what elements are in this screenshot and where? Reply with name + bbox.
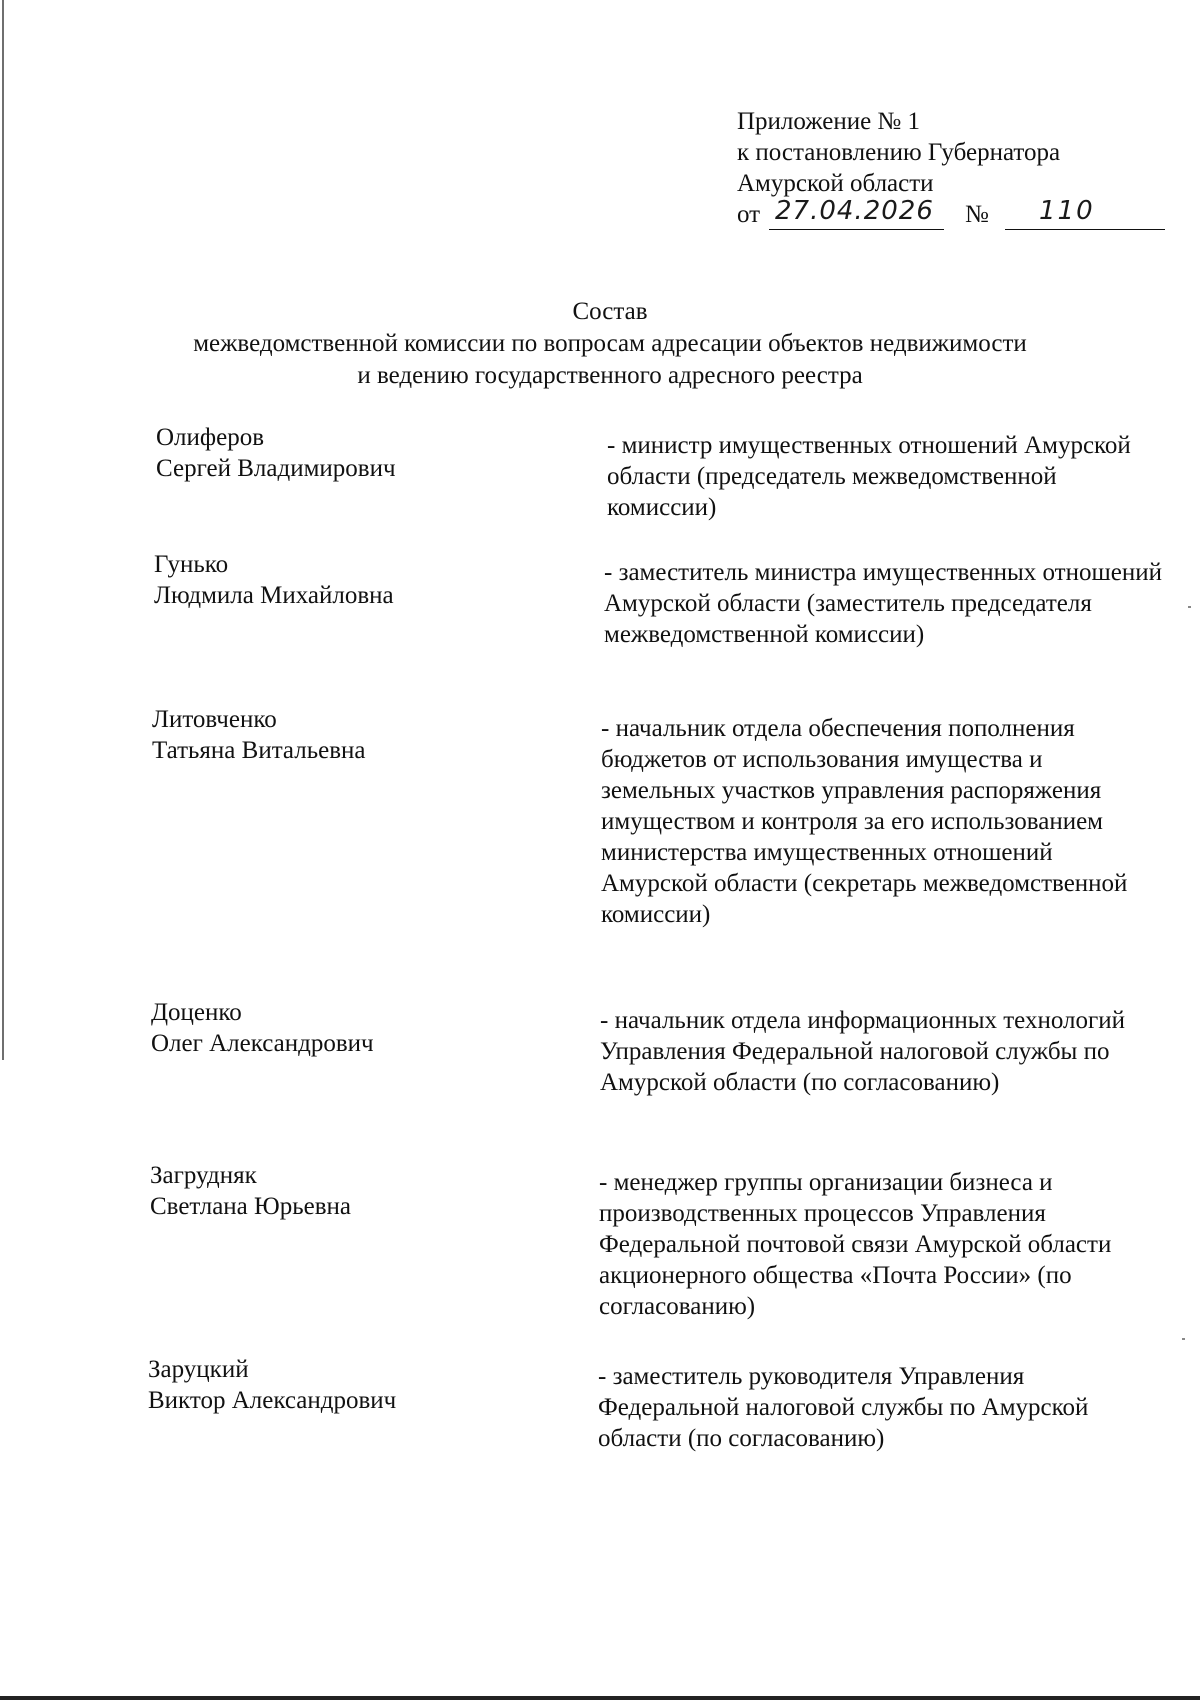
member-name bbox=[148, 1354, 568, 1416]
member-name bbox=[151, 997, 571, 1059]
heading-title: Состав bbox=[572, 298, 648, 325]
member-surname: Доценко bbox=[151, 999, 242, 1026]
member-given-name: Виктор Александрович bbox=[148, 1387, 397, 1414]
scan-edge-bottom bbox=[0, 1696, 1200, 1700]
scan-edge-left bbox=[2, 0, 4, 1060]
member-given-name: Людмила Михайловна bbox=[154, 582, 394, 609]
member-surname: Литовченко bbox=[152, 706, 277, 733]
member-given-name: Татьяна Витальевна bbox=[152, 737, 366, 764]
member-surname: Гунько bbox=[154, 551, 229, 578]
scan-speck bbox=[1188, 606, 1191, 608]
member-name bbox=[154, 549, 574, 611]
member-role: - менеджер группы организации бизнеса и производственных процессов Управления Федеральной почтовой связи Амурской области акционерного общества «Почта России» (по согласованию) bbox=[599, 1169, 1112, 1320]
heading-line-3: и ведению государственного адресного реестра bbox=[357, 362, 863, 389]
appendix-resolution: к постановлению Губернатора bbox=[737, 139, 1061, 166]
scan-speck bbox=[1182, 1338, 1185, 1340]
member-role: - заместитель руководителя Управления Федеральной налоговой службы по Амурской области (по согласованию) bbox=[598, 1363, 1089, 1452]
member-name bbox=[156, 422, 576, 484]
appendix-region: Амурской области bbox=[737, 170, 934, 197]
handwritten-date: 27.04.2026 bbox=[769, 196, 944, 230]
member-given-name: Светлана Юрьевна bbox=[150, 1193, 352, 1220]
member-given-name: Олег Александрович bbox=[151, 1030, 374, 1057]
member-surname: Загрудняк bbox=[150, 1162, 257, 1189]
member-name bbox=[152, 704, 572, 766]
member-role: - министр имущественных отношений Амурской области (председатель межведомственной комиссии) bbox=[607, 432, 1131, 521]
handwritten-number: 110 bbox=[1005, 196, 1165, 230]
member-surname: Олиферов bbox=[156, 424, 265, 451]
appendix-number: Приложение № 1 bbox=[737, 108, 921, 135]
date-prefix: от bbox=[737, 201, 761, 228]
member-role: - начальник отдела информационных технологий Управления Федеральной налоговой службы по Амурской области (по согласованию) bbox=[600, 1007, 1125, 1096]
number-sign: № bbox=[965, 201, 989, 228]
appendix-block bbox=[737, 106, 1095, 233]
member-role: - заместитель министра имущественных отношений Амурской области (заместитель председателя межведомственной комиссии) bbox=[604, 559, 1162, 648]
member-given-name: Сергей Владимирович bbox=[156, 455, 396, 482]
member-name bbox=[150, 1160, 570, 1222]
appendix-date-line bbox=[737, 196, 1095, 233]
member-surname: Заруцкий bbox=[148, 1356, 249, 1383]
heading-line-2: межведомственной комиссии по вопросам адресации объектов недвижимости bbox=[193, 330, 1027, 357]
member-role: - начальник отдела обеспечения пополнения бюджетов от использования имущества и земельных участков управления распоряжения имуществом и контроля за его использованием министерства имущественных отношений Амурской области (секретарь межведомственной комиссии) bbox=[601, 715, 1128, 928]
document-heading bbox=[150, 296, 1070, 392]
